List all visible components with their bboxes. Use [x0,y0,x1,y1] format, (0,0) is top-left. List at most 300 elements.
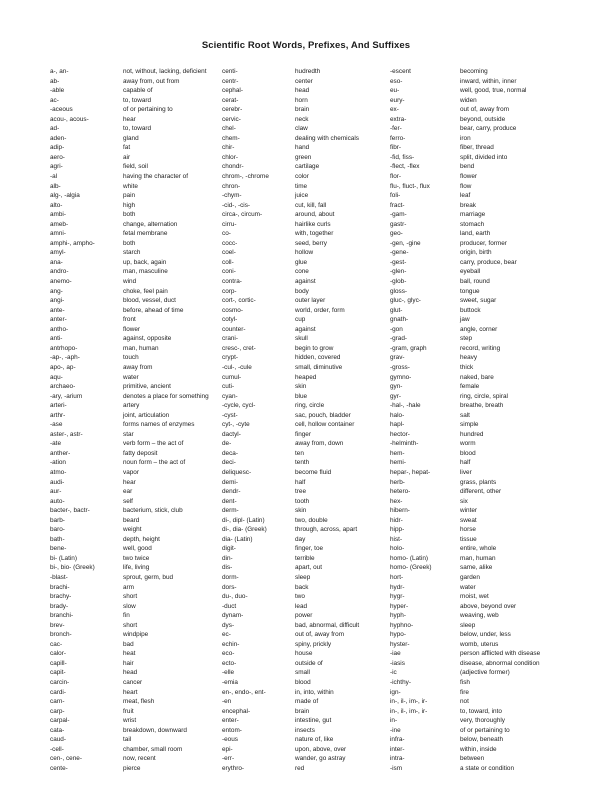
root-meaning: beard [123,516,140,524]
root-term: homo- (Latin) [390,554,429,562]
root-term: dys- [222,621,235,629]
entry-row [390,716,610,726]
root-meaning: sweat [460,516,477,524]
root-meaning: white [123,182,138,190]
entry-row [222,535,390,545]
root-meaning: house [295,650,313,658]
root-meaning: against [295,325,316,333]
entry-row [390,201,610,211]
root-term: bi-, bio- (Greek) [50,564,95,572]
column-group-1 [50,67,222,773]
root-meaning: fiber, thread [460,144,494,152]
root-term: carn- [50,698,65,706]
entry-row [222,277,390,287]
root-term: ign- [390,688,401,696]
entry-row [50,115,222,125]
entry-row [50,707,222,717]
entry-row [50,210,222,220]
root-meaning: with, together [295,230,334,238]
root-term: amphi-, ampho- [50,239,95,247]
root-term: gyr- [390,392,402,400]
root-term: aur- [50,488,62,496]
root-term: -blast- [50,573,68,581]
root-meaning: red [295,764,305,772]
root-meaning: break [460,201,476,209]
root-meaning: breathe, breath [460,402,504,410]
root-meaning: to, toward, into [460,707,502,715]
root-term: bath- [50,535,65,543]
root-term: crypt- [222,354,238,362]
root-term: -cycle, cycl- [222,402,256,410]
root-meaning: split, divided into [460,153,508,161]
root-meaning: away from, down [295,440,344,448]
root-meaning: of or pertaining to [460,726,510,734]
entry-row [222,506,390,516]
root-term: in-, il-, im-, ir- [390,698,428,706]
root-meaning: depth, height [123,535,160,543]
root-meaning: dealing with chemicals [295,134,359,142]
root-meaning: weaving, web [460,612,499,620]
root-meaning: hudredth [295,68,321,75]
entry-row [222,611,390,621]
entry-row [390,239,610,249]
root-term: glut- [390,306,403,314]
entry-row [50,449,222,459]
root-meaning: worm [460,440,476,448]
root-term: anemo- [50,278,72,286]
root-term: homo- (Greek) [390,564,432,572]
entry-row [222,363,390,373]
root-meaning: world, order, form [295,306,345,314]
root-term: fract- [390,201,405,209]
root-term: dia- (Latin) [222,535,253,543]
root-term: atmo- [50,468,67,476]
root-term: corp- [222,287,237,295]
entry-row [50,583,222,593]
root-term: archaeo- [50,383,76,391]
root-meaning: tree [295,488,307,496]
root-meaning: man, masculine [123,268,168,276]
root-term: grav- [390,354,405,362]
root-term: -duct [222,602,237,610]
root-term: calor- [50,650,66,658]
root-term: -ate [50,440,62,448]
entry-row [390,363,610,373]
root-meaning: very, thoroughly [460,717,505,725]
root-term: angi- [50,297,65,305]
entry-row [222,630,390,640]
root-term: extra- [390,115,407,123]
root-meaning: beyond, outside [460,115,506,123]
root-meaning: becoming [460,68,488,75]
entry-row [50,344,222,354]
root-meaning: pierce [123,764,141,772]
entry-row [222,563,390,573]
root-term: capit- [50,669,66,677]
root-meaning: six [460,497,468,505]
root-meaning: back [295,583,309,591]
entry-row [50,420,222,430]
root-term: brady- [50,602,69,610]
page-title: Scientific Root Words, Prefixes, And Suffixes [201,40,411,51]
root-term: carpal- [50,717,70,725]
root-meaning: ear [123,488,133,496]
entry-row [50,602,222,612]
entry-row [222,373,390,383]
root-meaning: green [295,153,312,161]
root-term: deca- [222,449,238,457]
root-meaning: chamber, small room [123,745,183,753]
root-term: encephal- [222,707,251,715]
root-term: gyn- [390,383,403,391]
root-term: chem- [222,134,240,142]
root-term: bene- [50,545,67,553]
root-term: deci- [222,459,236,467]
root-term: -gon [390,325,403,333]
root-meaning: producer, former [460,239,507,247]
root-term: de- [222,440,232,448]
root-meaning: water [123,373,139,381]
root-meaning: breakdown, downward [123,726,187,734]
entry-row [390,287,610,297]
root-term: andro- [50,268,69,276]
entry-row [390,420,610,430]
entry-row [390,124,610,134]
root-term: ab- [50,77,60,85]
root-meaning: of or pertaining to [123,106,173,114]
root-term: -glen- [390,268,407,276]
entry-row [50,506,222,516]
root-meaning: to, toward [123,96,152,104]
root-meaning: begin to grow [295,344,334,352]
root-term: aero- [50,153,65,161]
entry-row [390,334,610,344]
root-term: cervic- [222,115,241,123]
root-term: eso- [390,77,403,85]
root-term: -ap-, -aph- [50,354,80,362]
entry-row [222,258,390,268]
root-term: deliquesc- [222,468,252,476]
entry-row [390,344,610,354]
entry-row [222,392,390,402]
root-meaning: both [123,239,136,247]
entry-row [390,353,610,363]
root-meaning: head [123,669,138,677]
root-meaning: bear, carry, produce [460,125,517,133]
root-term: cumul- [222,373,242,381]
root-term: chron- [222,182,241,190]
root-meaning: small, diminutive [295,363,343,371]
entry-row [390,592,610,602]
root-meaning: heavy [460,354,478,362]
root-term: -ation [50,459,66,467]
entry-row [50,439,222,449]
root-meaning: apart, out [295,564,323,572]
root-term: cotyl- [222,316,238,324]
root-meaning: bad [123,640,134,648]
root-meaning: flow [460,182,472,190]
entry-row [50,239,222,249]
root-meaning: fish [460,679,470,686]
root-term: geo- [390,230,403,238]
root-term: ang- [50,287,63,295]
root-meaning: away from [123,363,153,371]
root-meaning: juice [295,192,309,200]
column-group-2 [222,67,390,773]
root-term: hepar-, hepat- [390,468,431,476]
root-term: ferro- [390,134,406,142]
root-term: amyl- [50,249,66,257]
entry-row [390,296,610,306]
entry-row [390,325,610,335]
root-meaning: skin [295,507,307,515]
root-meaning: tenth [295,459,310,467]
root-term: -ary, -arium [50,392,83,400]
root-meaning: body [295,287,309,295]
entry-row [390,248,610,258]
root-meaning: windpipe [123,631,149,639]
root-term: cort-, cortic- [222,297,256,305]
entry-row [390,697,610,707]
entry-row [50,697,222,707]
entry-row [50,649,222,659]
root-term: enter- [222,717,239,725]
entry-row [390,745,610,755]
root-term: in- [390,717,398,725]
root-term: herb- [390,478,405,486]
entry-row [222,554,390,564]
root-term: hex- [390,497,403,505]
root-meaning: tissue [460,535,477,543]
entry-row [390,630,610,640]
root-term: coel- [222,249,236,257]
root-meaning: noun form – the act of [123,459,186,467]
root-meaning: grass, plants [460,478,497,486]
root-term: digit- [222,545,236,553]
root-meaning: garden [460,573,480,581]
entry-row [50,764,222,774]
entry-row [390,640,610,650]
root-meaning: against [295,278,316,286]
root-meaning: capable of [123,87,153,95]
entry-row [222,344,390,354]
root-meaning: cup [295,316,306,324]
entry-row [390,153,610,163]
entry-row [222,182,390,192]
root-meaning: cancer [123,679,143,686]
root-meaning: hear [123,478,136,486]
root-meaning: away from, out from [123,77,180,85]
entry-row [390,573,610,583]
entry-row [50,382,222,392]
root-meaning: glue [295,258,308,266]
root-meaning: fruit [123,707,134,715]
entry-row [390,478,610,488]
root-meaning: well, good, true, normal [460,87,527,95]
root-term: derm- [222,507,239,515]
root-meaning: short [123,621,138,629]
entry-row [390,172,610,182]
entry-row [222,430,390,440]
entry-row [390,602,610,612]
entry-row [222,468,390,478]
entry-row [50,592,222,602]
root-meaning: intestine, gut [295,717,332,725]
root-meaning: cut, kill, fall [295,201,327,209]
root-term: carcin- [50,679,70,686]
root-term: anti- [50,335,63,343]
entry-row [50,248,222,258]
entry-row [50,334,222,344]
entry-row [222,573,390,583]
entry-row [50,143,222,153]
root-term: eco- [222,650,235,658]
root-term: chel- [222,125,236,133]
entry-row [50,735,222,745]
entry-row [50,563,222,573]
entry-row [50,430,222,440]
root-term: -gross- [390,363,410,371]
root-meaning: touch [123,354,139,362]
entry-row [50,172,222,182]
root-term: gymno- [390,373,412,381]
entry-row [222,77,390,87]
root-meaning: half [460,459,471,467]
entry-row [390,707,610,717]
entry-row [222,659,390,669]
entry-row [222,220,390,230]
entry-row [222,754,390,764]
root-term: infra- [390,736,405,744]
root-meaning: artery [123,402,140,410]
root-meaning: blood [295,679,311,686]
root-term: gluc-, glyc- [390,297,421,305]
root-meaning: outer layer [295,297,326,305]
entry-row [50,726,222,736]
entry-row [50,124,222,134]
root-meaning: primitive, ancient [123,383,171,391]
root-meaning: center [295,77,313,85]
entry-row [222,764,390,774]
root-term: -glob- [390,278,407,286]
root-meaning: hair [123,659,134,667]
root-term: alg-, -algia [50,192,80,200]
root-term: cente- [50,764,68,772]
entry-row [222,602,390,612]
root-meaning: through, across, apart [295,526,358,534]
root-meaning: cell, hollow container [295,421,355,429]
entry-row [390,516,610,526]
entry-row [50,640,222,650]
root-meaning: star [123,430,134,438]
entry-row [222,544,390,554]
root-meaning: two, double [295,516,328,524]
root-meaning: thick [460,363,474,371]
entry-row [222,668,390,678]
entry-row [222,401,390,411]
entry-row [50,373,222,383]
root-meaning: out of, away from [295,631,345,639]
root-meaning: hundred [460,430,484,438]
entry-row [222,162,390,172]
root-term: hydr- [390,583,405,591]
root-meaning: before, ahead of time [123,306,184,314]
entry-row [222,478,390,488]
root-term: cata- [50,726,65,734]
root-meaning: against, opposite [123,335,172,343]
root-term: di-, dia- (Greek) [222,526,267,534]
entry-row [390,373,610,383]
root-term: -gram, graph [390,344,427,352]
root-term: cuti- [222,383,235,391]
root-meaning: small [295,669,310,677]
root-meaning: joint, articulation [123,411,170,419]
entry-row [390,754,610,764]
entry-row [390,497,610,507]
root-meaning: self [123,497,133,505]
root-term: hibern- [390,507,410,515]
root-meaning: inward, within, inner [460,77,517,85]
root-meaning: sleep [460,621,476,629]
entry-row [50,182,222,192]
entry-row [50,325,222,335]
root-term: -iasis [390,659,405,667]
root-meaning: heart [123,688,138,696]
root-term: halo- [390,411,405,419]
root-meaning: well, good [123,545,152,553]
entry-row [222,497,390,507]
entry-row [222,678,390,688]
root-meaning: color [295,173,309,181]
root-term: du-, duo- [222,593,248,601]
entry-row [50,392,222,402]
root-term: agri- [50,163,63,171]
entry-row [222,411,390,421]
root-meaning: sprout, germ, bud [123,573,174,581]
entry-row [390,554,610,564]
root-term: arteri- [50,402,67,410]
root-meaning: two twice [123,554,150,562]
root-term: din- [222,554,233,562]
root-meaning: fire [460,688,469,696]
root-meaning: wander, go astray [295,755,346,763]
root-meaning: lead [295,602,308,610]
entry-row [390,315,610,325]
root-meaning: arm [123,583,135,591]
root-term: alto- [50,201,63,209]
root-term: -elle [222,669,235,677]
entry-row [222,745,390,755]
entry-row [390,229,610,239]
root-meaning: pain [123,192,136,200]
entry-row [390,210,610,220]
root-meaning: forms names of enzymes [123,421,195,429]
root-term: -gest- [390,258,407,266]
root-meaning: short [123,593,138,601]
entry-row [390,611,610,621]
root-meaning: not, without, lacking, deficient [123,68,207,75]
root-meaning: moist, wet [460,593,489,601]
root-term: -err- [222,755,235,763]
entry-row [222,649,390,659]
entry-row [222,315,390,325]
root-term: auto- [50,497,65,505]
root-meaning: both [123,211,136,219]
root-term: -hal-, -hale [390,402,421,410]
root-meaning: two [295,593,305,601]
root-term: hipp- [390,526,405,534]
root-meaning: naked, bare [460,373,494,381]
